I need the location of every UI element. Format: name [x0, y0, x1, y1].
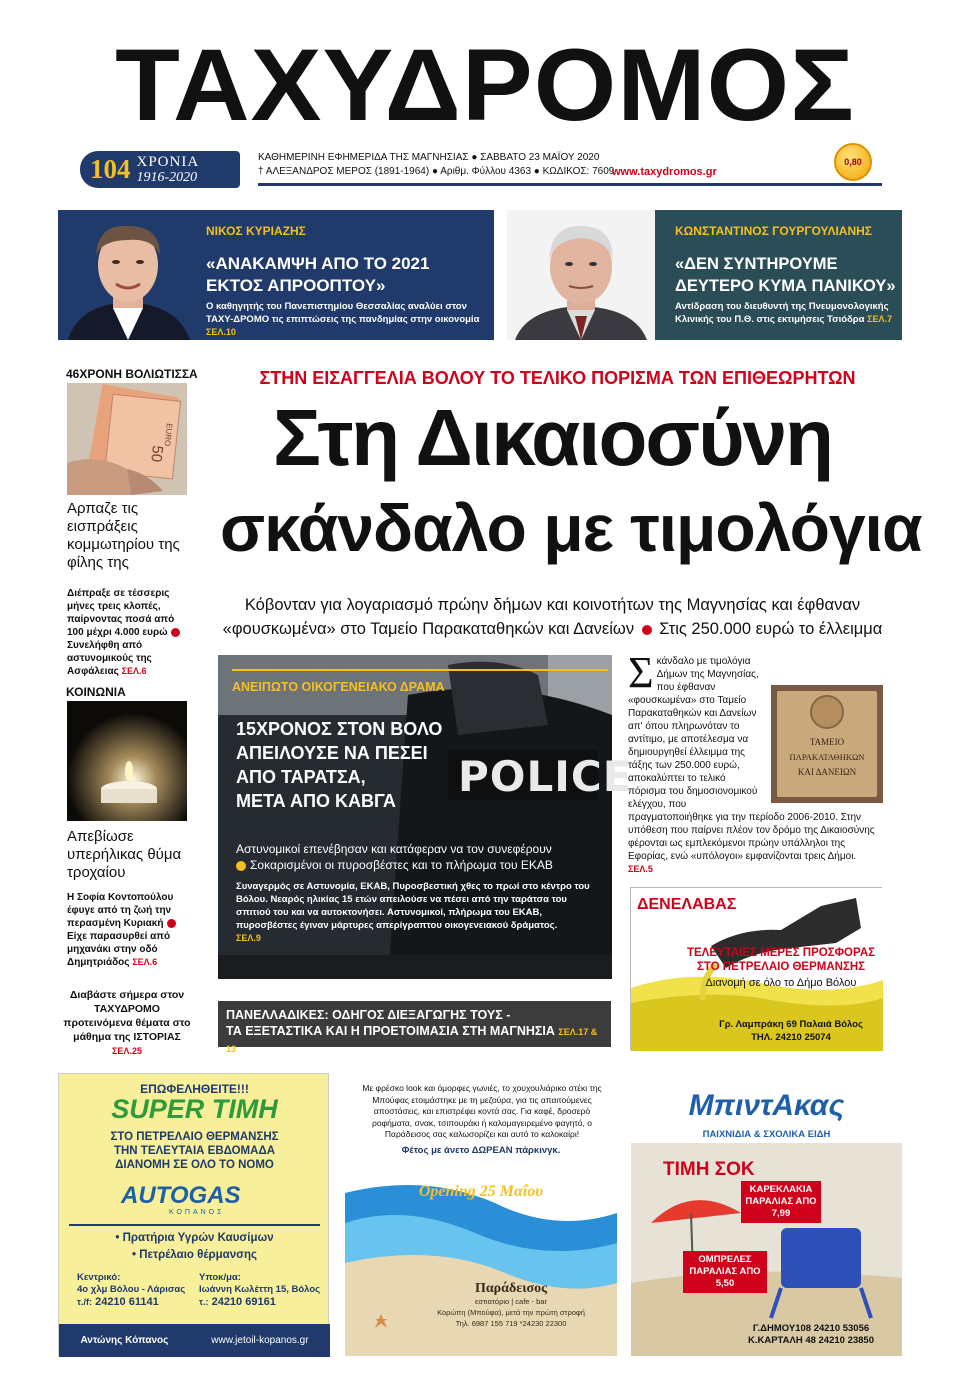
exams-story[interactable]	[218, 1001, 611, 1054]
police-summary	[236, 880, 596, 945]
plaque-line: ΚΑΙ ΔΑΝΕΙΩΝ	[797, 767, 857, 777]
ad-addresses	[721, 1323, 901, 1347]
tameio-plaque-photo	[771, 685, 883, 803]
main-subheadline	[220, 618, 885, 640]
headline-line: ΕΚΤΟΣ ΑΠΡΟΟΠΤΟΥ»	[206, 276, 386, 295]
paradise-ad[interactable]	[345, 1073, 617, 1356]
accent-rule	[232, 669, 608, 671]
story-summary	[67, 891, 189, 969]
contact-label: Υποκ/μα:	[199, 1272, 241, 1283]
headline-line: ΜΕΤΑ ΑΠΟ ΚΑΒΓΑ	[236, 791, 396, 811]
ad-services: • Πρατήρια Υγρών Καυσίμων • Πετρέλαιο θέρμανσης	[115, 1232, 274, 1261]
ad-opening: Opening 25 Μαΐου	[418, 1183, 544, 1200]
page-ref: ΣΕΛ.6	[132, 957, 158, 967]
strip-line: ΠΑΝΕΛΛΑΔΙΚΕΣ: ΟΔΗΓΟΣ ΔΙΕΞΑΓΩΓΗΣ ΤΟΥΣ -	[226, 1008, 511, 1022]
anniversary-badge	[80, 151, 240, 188]
headline-line: ΔΕΥΤΕΡΟ ΚΥΜΑ ΠΑΝΙΚΟΥ»	[675, 277, 896, 295]
summary-text: Είχε παρασυρθεί από μηχανάκι στην οδό Δημητριάδος	[67, 931, 171, 968]
denelavas-ad[interactable]	[630, 887, 882, 1050]
main-subheadline: Κόβονταν για λογαριασμό πρώην δήμων και κοινοτήτων της Μαγνησίας και έφθαναν	[244, 596, 861, 614]
subheadline-text: «φουσκωμένα» στο Ταμείο Παρακαταθηκών και Δανείων	[222, 620, 635, 638]
plaque-line: ΤΑΜΕΙΟ	[809, 737, 845, 747]
ad-top: ΕΠΩΦΕΛΗΘΕΙΤΕ!!!	[140, 1082, 249, 1096]
mpintakas-logo: ΜπιντΑκας	[688, 1089, 845, 1122]
site-link[interactable]: www.taxydromos.gr	[612, 166, 717, 178]
ad-line: ΤΗΝ ΤΕΛΕΥΤΑΙΑ ΕΒΔΟΜΑΔΑ	[113, 1145, 276, 1157]
seal-icon	[810, 695, 844, 729]
hq-contact	[77, 1272, 187, 1308]
subheadline-text: Στις 250.000 ευρώ το έλλειμμα	[659, 620, 883, 638]
police-subheadline	[236, 841, 606, 873]
page-ref: ΣΕΛ.7	[867, 314, 893, 324]
summary-text: Συναγερμός σε Αστυνομία, ΕΚΑΒ, Πυροσβεστική χθες το πρωί στο κέντρο του Βόλου. Νεαρός ηλικίας 15 ετών απειλούσε να πέσει από την ταράτσα του σπιτιού του και να αυτοκτονήσει. Αστυνομικοί, πλήρωμα του ΕΚΑΒ, πυροσβέστες έγιναν μάρτυρες απερίγραπτου οικογενειακού δράματος.	[236, 881, 590, 931]
store-address: Κ.ΚΑΡΤΑΛΗ 48 24210 23850	[747, 1335, 875, 1346]
store-address: Γ.ΔΗΜΟΥ108 24210 53056	[752, 1323, 870, 1334]
strip-line: ΤΑ ΕΞΕΤΑΣΤΙΚΑ ΚΑΙ Η ΠΡΟΕΤΟΙΜΑΣΙΑ ΣΤΗ ΜΑΓΝΗΣΙΑ	[226, 1024, 555, 1038]
bullet-icon	[642, 625, 652, 635]
plaque-text	[777, 735, 877, 780]
owner-name: Αντώνης Κόπανος	[80, 1335, 169, 1346]
years-range: 1916-2020	[136, 169, 198, 185]
top-story-right[interactable]	[507, 210, 902, 340]
summary-text: Η Σοφία Κοντοπούλου έφυγε από τη ζωή την περασμένη Κυριακή	[67, 892, 174, 929]
article-body: κάνδαλο με τιμολόγια Δήμων της Μαγνησίας, που έφθαναν «φουσκωμένα» στο Ταμείο Παρακαταθηκών και Δανείων απ' όπου πληρωνόταν το αντίτιμο, με αποτέλεσμα να δημιουργηθεί έλλειμμα της τάξης των 250.000 ευρώ, αποκαλύπτει το τελικό πόρισμα του δημοσιονομικού ελέγχου, που πραγματοποιήθηκε για την περίοδο 2006-2010. Στην υπόθεση που παίρνει πλέον τον δρόμο της Δικαιοσύνης φέρονται ως εμπλεκόμενοι πρώην υπάλληλοι της Εφορίας, ενώ «υπόλογοι» εμφανίζονται τρεις Δήμοι.	[628, 656, 875, 862]
ad-contact	[405, 1283, 617, 1329]
section-label: ΚΟΙΝΩΝΙΑ	[66, 685, 126, 699]
headline-line: 15ΧΡΟΝΟΣ ΣΤΟΝ ΒΟΛΟ	[236, 719, 443, 739]
subheadline-text: Σοκαρισμένοι οι πυροσβέστες και το πλήρωμα του ΕΚΑΒ	[250, 858, 553, 872]
ad-contact	[701, 1018, 881, 1044]
drop-cap: Σ	[628, 648, 654, 697]
ad-big: SUPER TIMH	[111, 1094, 278, 1124]
years-number: 104	[90, 154, 131, 184]
bullet-icon	[236, 861, 246, 871]
ad-brand: ΔΕΝΕΛΑΒΑΣ	[637, 896, 737, 913]
police-kicker: ΑΝΕΙΠΩΤΟ ΟΙΚΟΓΕΝΕΙΑΚΟ ΔΡΑΜΑ	[232, 680, 445, 694]
ad-phone: ΤΗΛ. 24210 25074	[751, 1032, 831, 1043]
promo-text: Διαβάστε σήμερα στον ΤΑΧΥΔΡΟΜΟ προτεινόμενα θέματα στο μάθημα της ΙΣΤΟΡΙΑΣ	[63, 989, 191, 1043]
story-summary	[67, 587, 189, 678]
ad-text: Με φρέσκο look και όμορφες γωνιές, το χουχουλιάρικο στέκι της Μπούφας ετοιμάστηκε με τη μεζούρα, για τις απαιτούμενες αποστάσεις, και επιστρέφει κοντά σας. Για καφέ, δροσερό ροφήματα, σνακ, τσιπουράκι ή καλομαγειρεμένο φαγητό, ο Παράδεισος σας καλωσορίζει και αυτό το καλοκαίρι!	[362, 1083, 602, 1139]
summary-text: Διέπραξε σε τέσσερις μήνες τρεις κλοπές, παίρνοντας ποσά από 100 μέχρι 4.000 ευρώ	[67, 588, 175, 638]
history-promo[interactable]	[62, 988, 192, 1058]
ad-line: ΣΤΟ ΠΕΤΡΕΛΑΙΟ ΘΕΡΜΑΝΣΗΣ	[110, 1131, 279, 1143]
branch-contact	[199, 1272, 325, 1308]
contact-address: Ιωάννη Κωλέττη 15, Βόλος	[199, 1284, 321, 1295]
page-ref: ΣΕΛ.5	[628, 864, 653, 874]
headline-line: ΑΠΕΙΛΟΥΣΕ ΝΑ ΠΕΣΕΙ	[236, 743, 428, 763]
tel-label: τ./f:	[77, 1297, 93, 1307]
ad-line: ΣΤΟ ΠΕΤΡΕΛΑΙΟ ΘΕΡΜΑΝΣΗΣ	[696, 961, 866, 973]
story-headline: Απεβίωσε υπερήλικας θύμα τροχαίου	[67, 828, 182, 881]
autogas-ad[interactable]	[58, 1073, 329, 1356]
chairs-price: ΚΑΡΕΚΛΑΚΙΑ ΠΑΡΑΛΙΑΣ ΑΠΟ 7,99	[741, 1181, 821, 1223]
years-word: ΧΡΟΝΙΑ	[136, 153, 200, 170]
police-story[interactable]	[218, 655, 633, 979]
autogas-logo: AUTOGAS	[121, 1182, 241, 1209]
headline-line: «ΔΕΝ ΣΥΝΤΗΡΟΥΜΕ	[675, 255, 838, 273]
tel-number: 24210 61141	[95, 1296, 159, 1308]
ad-line: ΔΙΑΝΟΜΗ ΣΕ ΟΛΟ ΤΟ ΝΟΜΟ	[115, 1159, 274, 1171]
banknotes-photo	[67, 383, 187, 495]
kyriazis-photo	[58, 210, 198, 340]
page-ref: ΣΕΛ.25	[112, 1046, 142, 1056]
ad-website[interactable]: www.jetoil-kopanos.gr	[211, 1335, 309, 1346]
masthead-meta-line1: ΚΑΘΗΜΕΡΙΝΗ ΕΦΗΜΕΡΙΔΑ ΤΗΣ ΜΑΓΝΗΣΙΑΣ ● ΣΑΒΒΑΤΟ 23 ΜΑΪΟΥ 2020	[258, 152, 600, 163]
mpintakas-ad[interactable]	[631, 1073, 902, 1356]
summary-text: Ο καθηγητής του Πανεπιστημίου Θεσσαλίας αναλύει στον ΤΑΧΥ-ΔΡΟΜΟ τις επιπτώσεις της πανδημίας στην οικονομία	[206, 301, 480, 325]
headline-line: «ΑΝΑΚΑΜΨΗ ΑΠΟ ΤΟ 2021	[206, 254, 430, 273]
headline-line: ΑΠΟ ΤΑΡΑΤΣΑ,	[236, 767, 366, 787]
plaque	[777, 691, 877, 797]
price-badge	[834, 143, 872, 181]
logo-sub: ΚΟΠΑΝΟΣ	[169, 1209, 225, 1216]
ad-offer: ΤΙΜΗ ΣΟΚ	[663, 1159, 755, 1180]
story-person-name: ΝΙΚΟΣ ΚΥΡΙΑΖΗΣ	[206, 224, 306, 238]
page-ref: ΣΕΛ.17 & 13	[226, 1027, 598, 1054]
summary-text: Αντίδραση του διευθυντή της Πνευμονολογικής Κλινικής του Π.Θ. στις εκτιμήσεις Τσιόδρα	[675, 301, 889, 325]
ad-address: Γρ. Λαμπράκη 69 Παλαιά Βόλος	[719, 1019, 863, 1030]
story-headline	[206, 253, 429, 297]
venue-type: εστιατόριο | cafe - bar	[475, 1297, 547, 1306]
ad-line: ΤΕΛΕΥΤΑΙΕΣ ΜΕΡΕΣ ΠΡΟΣΦΟΡΑΣ	[686, 947, 876, 959]
newspaper-title: ΤΑΧΥΔΡΟΜΟΣ	[115, 28, 855, 142]
tel-label: τ.:	[199, 1297, 209, 1307]
price-value: 0,80	[844, 157, 862, 167]
ad-divider	[69, 1224, 320, 1226]
story-person-name: ΚΩΝΣΤΑΝΤΙΝΟΣ ΓΟΥΡΓΟΥΛΙΑΝΗΣ	[675, 224, 873, 238]
police-headline	[236, 717, 442, 813]
story-summary	[675, 300, 897, 326]
ad-distribution: Διανομή σε όλο το Δήμο Βόλου	[705, 977, 857, 989]
story-headline	[675, 253, 896, 297]
svg-text:50: 50	[147, 444, 166, 463]
service-item: Πρατήρια Υγρών Καυσίμων	[122, 1232, 274, 1244]
main-headline[interactable]: Στη Δικαιοσύνη	[272, 393, 833, 482]
masthead-divider	[258, 183, 882, 186]
ad-sub: ΠΑΙΧΝΙΔΙΑ & ΣΧΟΛΙΚΑ ΕΙΔΗ	[702, 1129, 831, 1140]
story-summary	[206, 300, 490, 339]
police-vest-text: POLICE	[458, 752, 633, 801]
summary-text: Συνελήφθη από αστυνομικούς της Ασφάλειας	[67, 640, 152, 677]
page-ref: ΣΕΛ.6	[121, 666, 147, 676]
main-headline-second-line[interactable]: σκάνδαλο με τιμολόγια	[220, 491, 922, 565]
ad-lines	[59, 1130, 330, 1172]
svg-text:EURO: EURO	[162, 422, 174, 447]
masthead-meta-line2: † ΑΛΕΞΑΝΔΡΟΣ ΜΕΡΟΣ (1891-1964) ● Αριθμ. Φύλλου 4363 ● ΚΩΔΙΚΟΣ: 7609	[258, 166, 615, 177]
candle-photo	[67, 701, 187, 821]
scandal-article	[628, 648, 883, 876]
bullet-icon	[167, 919, 176, 928]
contact-address: 4ο χλμ Βόλου - Λάρισας	[77, 1284, 186, 1295]
years-text	[137, 154, 200, 186]
venue-location: Κορώπη (Μπούφα), μετά την πρώτη στροφή	[437, 1308, 585, 1317]
ad-offer	[681, 946, 881, 974]
venue-phone: Τηλ. 6987 155 719 *24230 22300	[455, 1319, 567, 1328]
umbrellas-price: ΟΜΠΡΕΛΕΣ ΠΑΡΑΛΙΑΣ ΑΠΟ 5,50	[683, 1251, 767, 1293]
gourgoulianis-photo	[507, 210, 655, 340]
story-headline: Αρπαζε τις εισπράξεις κομμωτηρίου της φίλης της	[67, 500, 180, 571]
ad-parking: Φέτος με άνετο ΔΩΡΕΑΝ πάρκινγκ.	[401, 1145, 561, 1156]
section-label: 46ΧΡΟΝΗ ΒΟΛΙΩΤΙΣΣΑ	[66, 367, 198, 381]
subheadline-text: Αστυνομικοί επενέβησαν και κατάφεραν να τον συνεφέρουν	[236, 842, 552, 856]
main-kicker: ΣΤΗΝ ΕΙΣΑΓΓΕΛΙΑ ΒΟΛΟΥ ΤΟ ΤΕΛΙΚΟ ΠΟΡΙΣΜΑ ΤΩΝ ΕΠΙΘΕΩΡΗΤΩΝ	[259, 368, 856, 388]
bullet-icon	[171, 628, 180, 637]
tel-number: 24210 69161	[211, 1296, 276, 1308]
top-story-left[interactable]	[58, 210, 494, 340]
contact-label: Κεντρικό:	[77, 1272, 121, 1283]
page-ref: ΣΕΛ.10	[206, 327, 236, 337]
service-item: Πετρέλαιο θέρμανσης	[139, 1249, 258, 1261]
ad-footer	[59, 1324, 330, 1357]
page-ref: ΣΕΛ.9	[236, 933, 261, 943]
plaque-line: ΠΑΡΑΚΑΤΑΘΗΚΩΝ	[789, 752, 865, 762]
venue-name: Παράδεισος	[474, 1281, 548, 1296]
